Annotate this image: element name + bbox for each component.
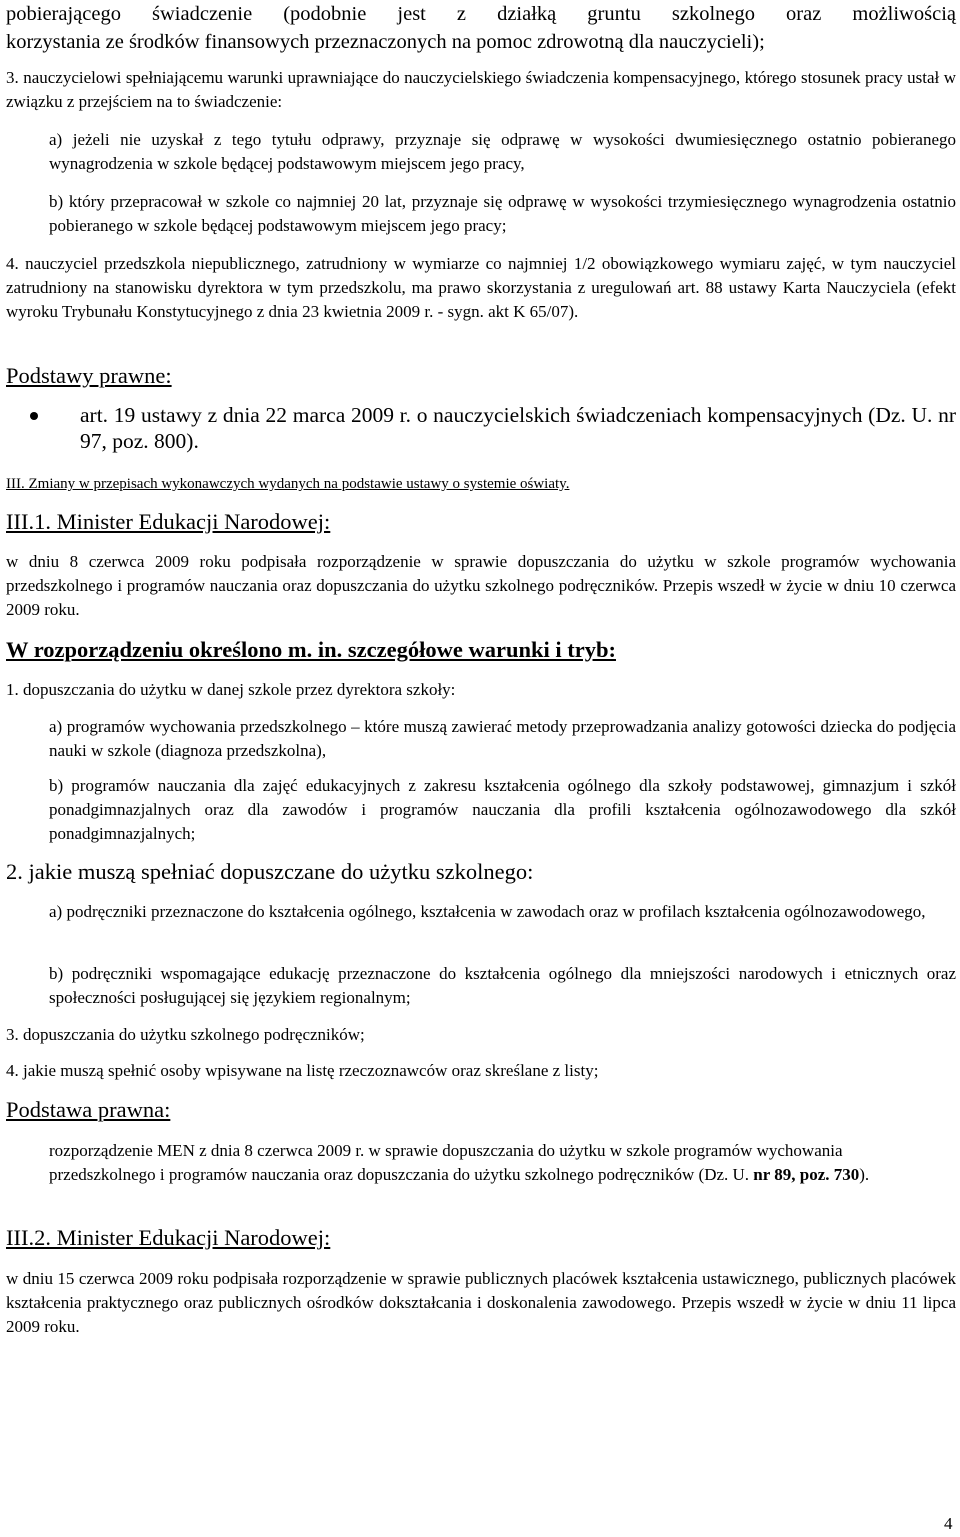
- legal-basis-2-heading: Podstawa prawna:: [6, 1097, 171, 1122]
- section-iii1-point-2a: a) podręczniki przeznaczone do kształcenia ogólnego, kształcenia w zawodach oraz w profilach kształcenia ogólnozawodowego,: [49, 902, 926, 921]
- item-3a-text: a) jeżeli nie uzyskał z tego tytułu odprawy, przyznaje się odprawę w wysokości dwumiesięcznego ostatnio pobieranego wynagrodzenia w szkole będącej podstawowym miejscem jego pracy,: [49, 130, 956, 173]
- legal-basis-heading: Podstawy prawne:: [6, 363, 172, 388]
- legal-basis-2-text-post: ).: [859, 1165, 870, 1184]
- continuation-line-2: korzystania ze środków finansowych przeznaczonych na pomoc zdrowotną dla nauczycieli);: [6, 31, 765, 53]
- section-iii2-heading: III.2. Minister Edukacji Narodowej:: [6, 1225, 331, 1250]
- section-iii2-text: w dniu 15 czerwca 2009 roku podpisała rozporządzenie w sprawie publicznych placówek kształcenia ustawicznego, publicznych placówek kształcenia praktycznego oraz publicznych ośrodków dokształcania i doskonalenia zawodowego. Przepis wszedł w życie w dniu 11 lipca 2009 roku.: [6, 1269, 956, 1336]
- section-iii1-point-3: 3. dopuszczania do użytku szkolnego podręczników;: [6, 1025, 365, 1044]
- section-iii1-text: w dniu 8 czerwca 2009 roku podpisała rozporządzenie w sprawie dopuszczania do użytku w szkole programów wychowania przedszkolnego i programów nauczania oraz dopuszczania do użytku szkolnego podręczników. Przepis wszedł w życie w dniu 10 czerwca 2009 roku.: [6, 552, 956, 619]
- section-iii1-point-4: 4. jakie muszą spełnić osoby wpisywane na listę rzeczoznawców oraz skreślane z listy;: [6, 1061, 599, 1080]
- bullet-icon: [30, 412, 38, 420]
- section-iii1-point-1: 1. dopuszczania do użytku w danej szkole przez dyrektora szkoły:: [6, 680, 456, 699]
- legal-basis-bullet-text: art. 19 ustawy z dnia 22 marca 2009 r. o nauczycielskich świadczeniach kompensacyjnych (Dz. U. nr 97, poz. 800).: [80, 403, 956, 453]
- section-iii-title: III. Zmiany w przepisach wykonawczych wydanych na podstawie ustawy o systemie oświaty.: [6, 476, 570, 492]
- section-iii1-subheading: W rozporządzeniu określono m. in. szczegółowe warunki i tryb:: [6, 637, 616, 662]
- section-iii1-heading: III.1. Minister Edukacji Narodowej:: [6, 509, 331, 534]
- section-iii1-point-1b: b) programów nauczania dla zajęć edukacyjnych z zakresu kształcenia ogólnego dla szkoły podstawowej, gimnazjum i szkół ponadgimnazjalnych oraz dla zawodów i programów nauczania dla profili kształcenia ogólnozawodowego dla szkół ponadgimnazjalnych;: [49, 776, 956, 843]
- legal-basis-2-text: [49, 1139, 929, 1187]
- item-3-text: 3. nauczycielowi spełniającemu warunki uprawniające do nauczycielskiego świadczenia kompensacyjnego, którego stosunek pracy ustał w związku z przejściem na to świadczenie:: [6, 68, 956, 111]
- item-4-text: 4. nauczyciel przedszkola niepublicznego, zatrudniony w wymiarze co najmniej 1/2 obowiązkowego wymiaru zajęć, w tym nauczyciel zatrudniony na stanowisku dyrektora w tym przedszkolu, ma prawo skorzystania z uregulowań art. 88 ustawy Karta Nauczyciela (efekt wyroku Trybunału Konstytucyjnego z dnia 23 kwietnia 2009 r. - sygn. akt K 65/07).: [6, 254, 956, 321]
- page-number: 4: [944, 1514, 953, 1533]
- continuation-line-1: pobierającego świadczenie (podobnie jest z działką gruntu szkolnego oraz możliwością: [6, 3, 956, 25]
- legal-basis-2-text-bold: nr 89, poz. 730: [753, 1165, 860, 1184]
- section-iii1-point-2b: b) podręczniki wspomagające edukację przeznaczone do kształcenia ogólnego dla mniejszości narodowych i etnicznych oraz społeczności posługującej się językiem regionalnym;: [49, 964, 956, 1007]
- legal-basis-2-text-pre: rozporządzenie MEN z dnia 8 czerwca 2009 r. w sprawie dopuszczania do użytku w szkole programów wychowania przedszkolnego i programów nauczania oraz dopuszczania do użytku szkolnego podręczników (Dz. U.: [49, 1141, 843, 1184]
- section-iii1-point-1a: a) programów wychowania przedszkolnego – które muszą zawierać metody przeprowadzania analizy gotowości dziecka do podjęcia nauki w szkole (diagnoza przedszkolna),: [49, 717, 956, 760]
- section-iii1-point-2: 2. jakie muszą spełniać dopuszczane do użytku szkolnego:: [6, 859, 534, 884]
- item-3b-text: b) który przepracował w szkole co najmniej 20 lat, przyznaje się odprawę w wysokości trzymiesięcznego wynagrodzenia ostatnio pobieranego w szkole będącej podstawowym miejscem jego pracy;: [49, 192, 956, 235]
